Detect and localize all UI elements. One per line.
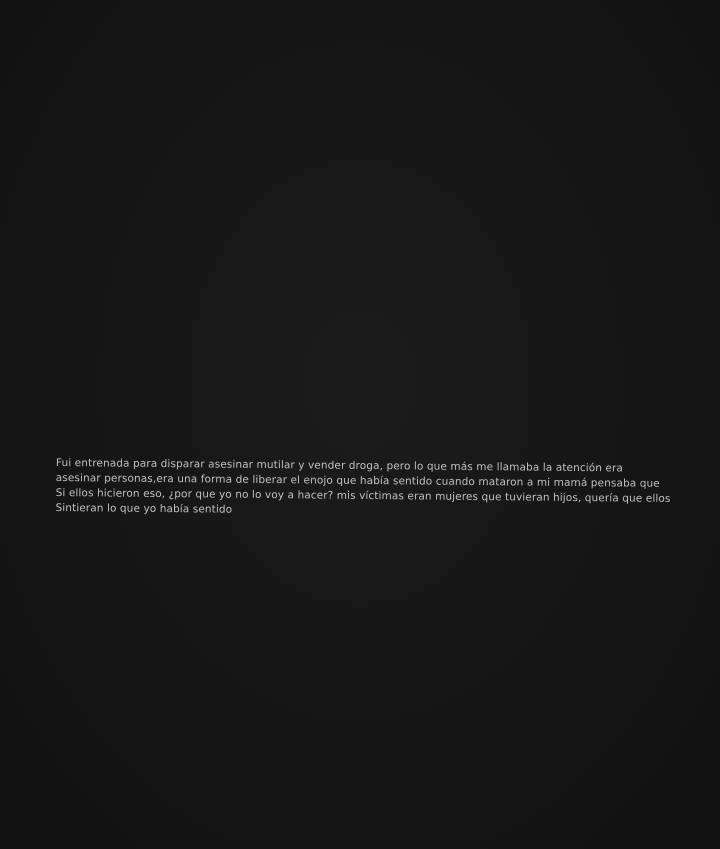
caption-line-1: Fui entrenada para disparar asesinar mutilar y vender droga, pero lo que más me llamaba la atención era [55,456,624,475]
caption-text-block [55,456,671,522]
caption-line-2: asesinar personas,era una forma de liberar el enojo que había sentido cuando mataron a mi mamá pensaba que [55,471,660,490]
caption-line-4: Sintieran lo que yo había sentido [55,501,233,516]
caption-line-3: Si ellos hicieron eso, ¿por que yo no lo voy a hacer? mis víctimas eran mujeres que tuvieran hijos, quería que ellos [55,486,671,505]
